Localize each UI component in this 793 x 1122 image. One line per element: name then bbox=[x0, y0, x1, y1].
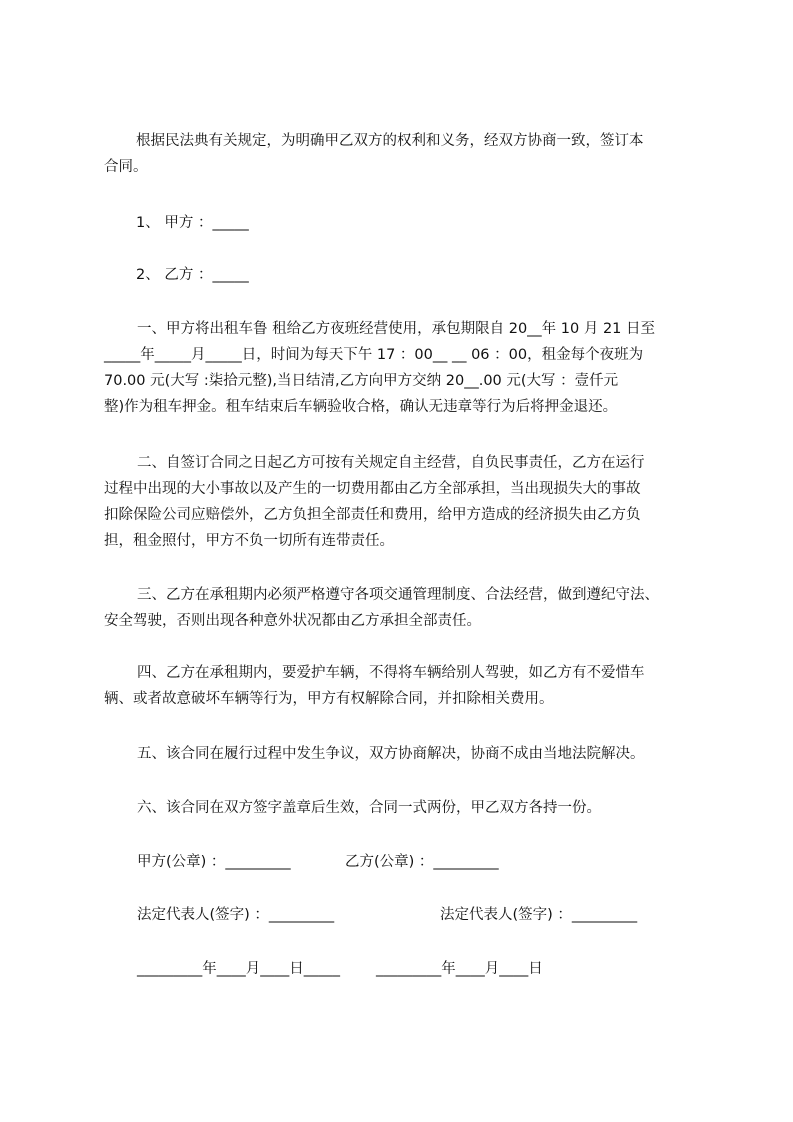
clause-1-line-2: _____年_____月_____日，时间为每天下午 17 ：00__ __ 06 ：00，租金每个夜班为 bbox=[104, 347, 644, 363]
party-a-text: 1、 甲方 ：_____ bbox=[136, 215, 249, 231]
clause-2-paragraph bbox=[104, 450, 710, 554]
clause-6-line-1: 六、该合同在双方签字盖章后生效，合同一式两份，甲乙双方各持一份。 bbox=[137, 800, 601, 816]
clause-2-line-2: 过程中出现的大小事故以及产生的一切费用都由乙方全部承担，当出现损失大的事故 bbox=[104, 481, 641, 497]
party-b-representative-field: 法定代表人(签字) ：_________ bbox=[440, 907, 638, 923]
clause-2-line-3: 扣除保险公司应赔偿外，乙方负担全部责任和费用，给甲方造成的经济损失由乙方负 bbox=[104, 507, 641, 523]
preamble-line-1: 根据民法典有关规定，为明确甲乙双方的权利和义务，经双方协商一致，签订本 bbox=[136, 133, 644, 149]
party-b-text: 2、 乙方 ：_____ bbox=[136, 267, 249, 283]
party-a-date-field: _________年____月____日_____ bbox=[137, 961, 340, 977]
clause-4-line-2: 辆、或者故意破坏车辆等行为，甲方有权解除合同，并扣除相关费用。 bbox=[104, 691, 554, 707]
preamble-line-2: 合同。 bbox=[104, 159, 148, 175]
party-b-seal-field: 乙方(公章) ：_________ bbox=[345, 854, 499, 870]
clause-3-line-2: 安全驾驶，否则出现各种意外状况都由乙方承担全部责任。 bbox=[104, 613, 481, 629]
clause-2-line-4: 担，租金照付，甲方不负一切所有连带责任。 bbox=[104, 533, 394, 549]
clause-3-paragraph bbox=[104, 582, 710, 634]
party-b-date-field: _________年____月____日 bbox=[376, 961, 543, 977]
clause-6-paragraph bbox=[104, 795, 710, 821]
party-a-line bbox=[104, 210, 710, 236]
clause-1-paragraph bbox=[104, 316, 710, 420]
preamble-paragraph bbox=[104, 128, 710, 180]
clause-4-line-1: 四、乙方在承租期内，要爱护车辆，不得将车辆给别人驾驶，如乙方有不爱惜车 bbox=[137, 665, 645, 681]
party-b-line bbox=[104, 262, 710, 288]
clause-1-line-4: 整)作为租车押金。租车结束后车辆验收合格，确认无违章等行为后将押金退还。 bbox=[104, 399, 618, 415]
clause-2-line-1: 二、自签订合同之日起乙方可按有关规定自主经营，自负民事责任，乙方在运行 bbox=[137, 455, 645, 471]
clause-5-paragraph bbox=[104, 741, 710, 767]
clause-4-paragraph bbox=[104, 660, 710, 712]
clause-3-line-1: 三、乙方在承租期内必须严格遵守各项交通管理制度、合法经营，做到遵纪守法、 bbox=[137, 587, 659, 603]
clause-5-line-1: 五、该合同在履行过程中发生争议，双方协商解决，协商不成由当地法院解决。 bbox=[137, 746, 645, 762]
clause-1-line-3: 70.00 元(大写 :柒拾元整),当日结清,乙方向甲方交纳 20__.00 元(大写 ：壹仟元 bbox=[104, 373, 619, 389]
party-a-representative-field: 法定代表人(签字) ：_________ bbox=[137, 907, 335, 923]
clause-1-line-1: 一、甲方将出租车鲁 租给乙方夜班经营使用，承包期限自 20__年 10 月 21 日至 bbox=[137, 321, 656, 337]
party-a-seal-field: 甲方(公章) ：_________ bbox=[137, 854, 291, 870]
